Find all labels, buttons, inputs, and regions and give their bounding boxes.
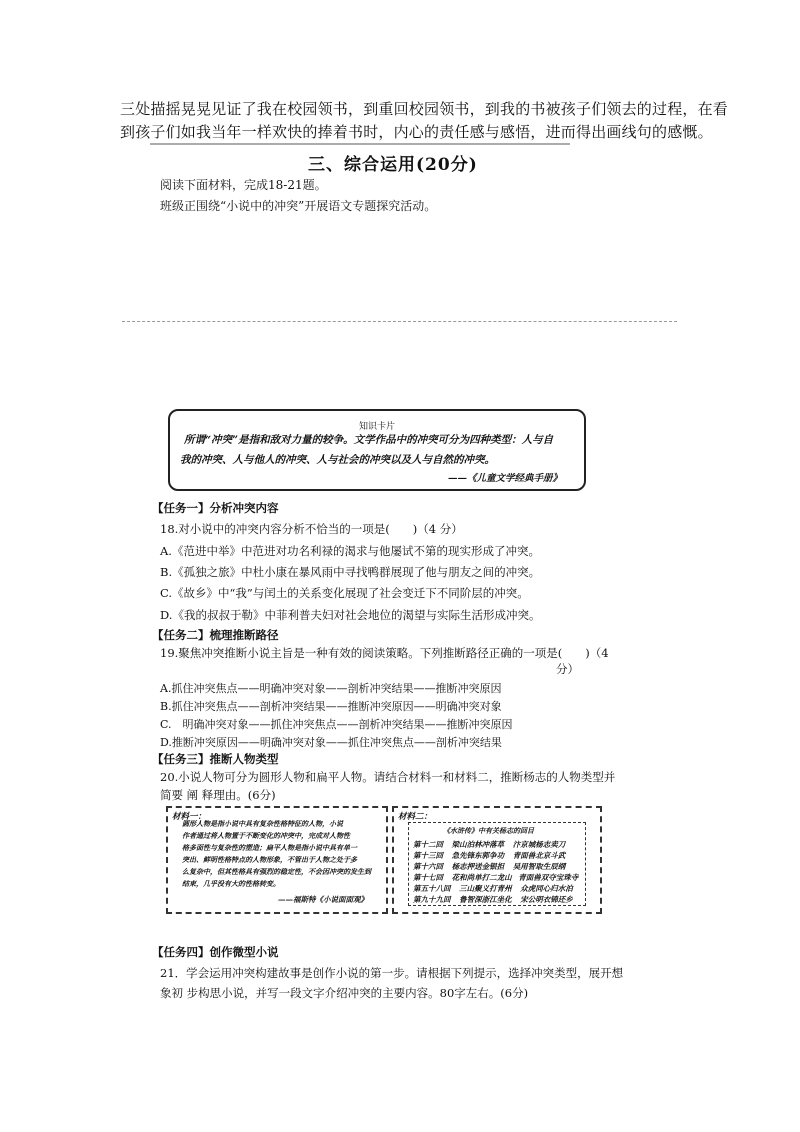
task1-header: 【任务一】分析冲突内容 — [152, 501, 279, 515]
chapter-title-b: 汴京城杨志卖刀 — [512, 840, 566, 849]
q21-stem-line-2: 象初 步构思小说，并写一段文字介绍冲突的主要内容。80字左右。(6分) — [160, 986, 529, 1000]
material-1-line: 么复杂中，但其性格具有强烈的稳定性，不会因冲突的发生到 — [182, 867, 371, 876]
material-2-box — [392, 806, 602, 914]
material-2-row — [413, 872, 578, 883]
q19-stem-tail: 分） — [556, 662, 579, 676]
chapter-title-b: 青面兽北京斗武 — [512, 851, 566, 860]
material-2-row — [413, 850, 565, 861]
q20-stem-line-2: 简要 阐 释理由。(6分) — [160, 788, 276, 802]
material-1-line: 格多面性与复杂性的塑造；扁平人物是指小说中具有单一 — [182, 843, 357, 852]
material-1-line: 结束，几乎没有大的性格转变。 — [182, 879, 280, 888]
material-2-row — [413, 861, 565, 872]
chapter-title-b: 宋公明衣锦还乡 — [520, 895, 573, 904]
knowledge-card-title: 知识卡片 — [358, 422, 395, 432]
q21-stem-line-1: 21．学会运用冲突构建故事是创作小说的第一步。请根据下列提示，选择冲突类型，展开想 — [160, 966, 624, 980]
q18-stem: 18.对小说中的冲突内容分析不恰当的一项是( )（4 分） — [160, 522, 463, 536]
chapter-title-a: 杨志押送金银担 — [451, 862, 505, 871]
material-1-line: 圆形人物是指小说中具有复杂性格特征的人物，小说 — [182, 819, 343, 828]
knowledge-card — [168, 409, 586, 491]
q19-stem: 19.聚焦冲突推断小说主旨是一种有效的阅读策略。下列推断路径正确的一项是( )（4 — [160, 646, 609, 660]
q19-option-a: A.抓住冲突焦点——明确冲突对象——剖析冲突结果——推断冲突原因 — [160, 682, 502, 695]
chapter-title-a: 急先锋东郭争功 — [451, 851, 505, 860]
chapter-title-a: 鲁智深浙江坐化 — [459, 895, 512, 904]
section-intro-2: 班级正围绕“小说中的冲突”开展语文专题探究活动。 — [160, 199, 437, 213]
chapter-title-b: 青面兽双夺宝珠寺 — [518, 873, 579, 882]
task2-header: 【任务二】梳理推断路径 — [152, 628, 279, 642]
knowledge-card-line-2: 我的冲突、人与他人的冲突、人与社会的冲突以及人与自然的冲突。 — [180, 454, 495, 466]
section-title: 三、综合运用(20分) — [308, 155, 478, 175]
q18-option-c: C.《故乡》中“我”与闰土的关系变化展现了社会变迁下不同阶层的冲突。 — [160, 586, 529, 600]
chapter-title-a: 三山聚义打青州 — [459, 884, 512, 893]
knowledge-card-line-1: 所谓“冲突”是指和敌对力量的较争。文学作品中的冲突可分为四种类型：人与自 — [184, 434, 554, 446]
q19-option-b: B.抓住冲突焦点——剖析冲突结果——推断冲突原因——明确冲突对象 — [160, 700, 502, 713]
chapter-number: 第五十八回 — [413, 884, 451, 893]
knowledge-card-source: ——《儿童文学经典手册》 — [447, 473, 562, 484]
q19-option-c: C. 明确冲突对象——抓住冲突焦点——剖析冲突结果——推断冲突原因 — [160, 718, 513, 731]
chapter-number: 第十三回 — [413, 851, 443, 860]
material-2-row — [413, 839, 565, 850]
q18-option-a: A.《范进中举》中范进对功名利禄的渴求与他屡试不第的现实形成了冲突。 — [160, 544, 540, 558]
chapter-number: 第十二回 — [413, 840, 443, 849]
chapter-title-b: 吴用智取生辰纲 — [512, 862, 566, 871]
material-2-row — [413, 883, 573, 894]
chapter-number: 第十七回 — [413, 873, 443, 882]
material-2-row — [413, 894, 573, 905]
chapter-title-b: 众虎同心归水泊 — [520, 884, 573, 893]
q19-option-d: D.推断冲突原因——明确冲突对象——抓住冲突焦点——剖析冲突结果 — [160, 736, 502, 749]
material-2-inner-box — [408, 822, 586, 906]
scan-noise — [150, 143, 570, 146]
material-2-title: 《水浒传》中有关杨志的回目 — [443, 826, 534, 835]
q18-option-d: D.《我的叔叔于勒》中菲利普夫妇对社会地位的渴望与实际生活形成冲突。 — [160, 608, 541, 622]
material-1-line: 作者通过将人物置于不断变化的冲突中，完成对人物性 — [182, 831, 350, 840]
divider-line — [122, 321, 677, 322]
section-intro-1: 阅读下面材料，完成18-21题。 — [160, 178, 327, 192]
material-1-line: 突出、鲜明性格特点的人物形象，不管出于人物之处于多 — [182, 855, 357, 864]
top-text-line-1: 三处描摇晃晃见证了我在校园领书，到重回校园领书，到我的书被孩子们领去的过程，在看 — [120, 100, 729, 118]
material-1-label: 材料一： — [172, 812, 207, 822]
chapter-number: 第九十九回 — [413, 895, 451, 904]
material-1-text — [182, 818, 371, 890]
task3-header: 【任务三】推断人物类型 — [152, 752, 279, 766]
task4-header: 【任务四】创作微型小说 — [152, 945, 279, 959]
chapter-title-a: 梁山泊林冲落草 — [451, 840, 505, 849]
q20-stem-line-1: 20.小说人物可分为圆形人物和扁平人物。请结合材料一和材料二，推断杨志的人物类型并 — [160, 770, 616, 784]
material-2-label: 材料二： — [398, 812, 433, 822]
material-1-source: ——福斯特《小说面面观》 — [278, 895, 368, 904]
chapter-number: 第十六回 — [413, 862, 443, 871]
q18-option-b: B.《孤独之旅》中杜小康在暴风雨中寻找鸭群展现了他与朋友之间的冲突。 — [160, 565, 541, 579]
material-1-box — [166, 806, 388, 914]
top-text-line-2: 到孩子们如我当年一样欢快的捧着书时，内心的责任感与感悟，进而得出画线句的感慨。 — [120, 123, 713, 141]
chapter-title-a: 花和尚单打二龙山 — [451, 873, 512, 882]
